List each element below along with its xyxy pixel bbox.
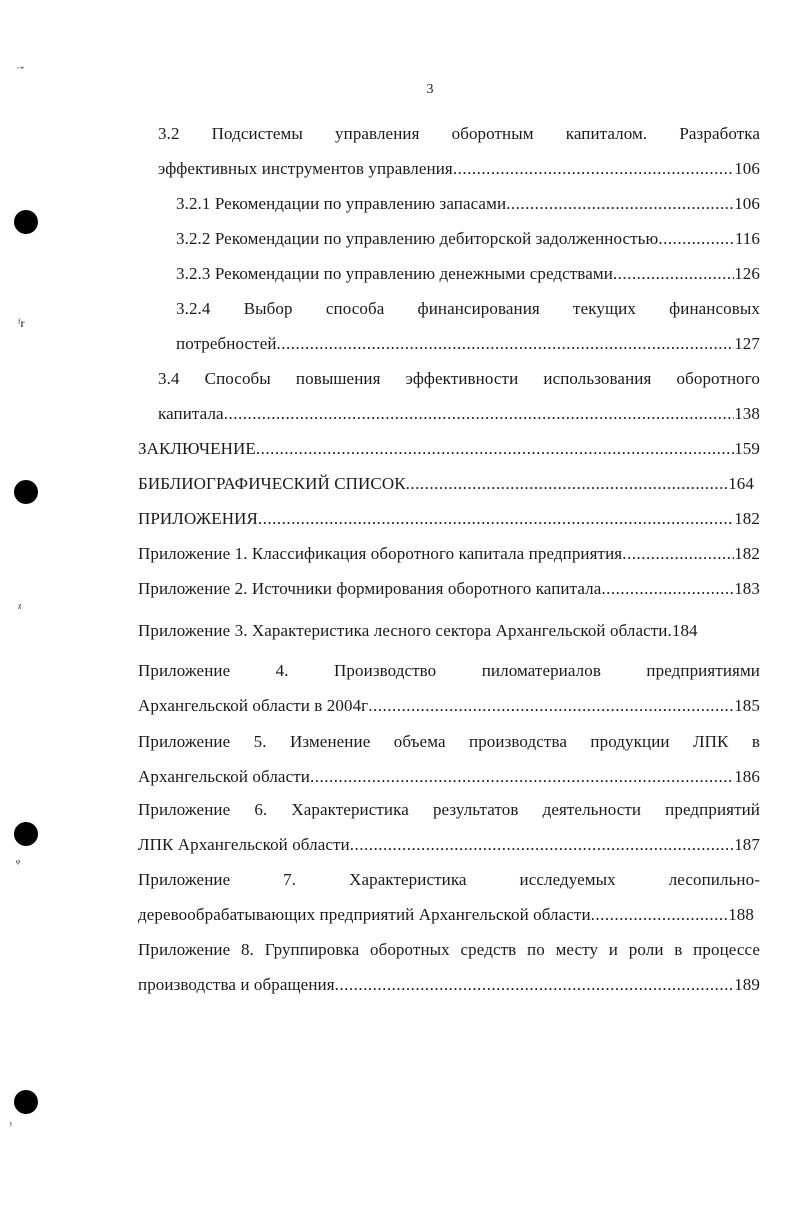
- toc-entry-appendix-8[interactable]: [138, 975, 760, 995]
- toc-title: ПРИЛОЖЕНИЯ: [138, 509, 258, 528]
- binding-hole: [14, 822, 38, 846]
- binding-hole: [14, 1090, 38, 1114]
- page-number: 3: [426, 82, 434, 97]
- dot-leader: [601, 579, 734, 599]
- toc-appendix-7-line1: Приложение 7. Характеристика исследуемых лесопильно-: [138, 870, 760, 889]
- toc-page: 106: [734, 159, 760, 178]
- toc-entry-appendix-5[interactable]: [138, 767, 760, 787]
- dot-leader: [258, 509, 734, 529]
- toc-appendix-4-line1: Приложение 4. Производство пиломатериалов предприятиями: [138, 661, 760, 680]
- toc-3-2-4-line1: 3.2.4 Выбор способа финансирования текущих финансовых: [176, 299, 760, 318]
- toc-title: ЛПК Архангельской области: [138, 835, 350, 854]
- dot-leader: [613, 264, 734, 284]
- dot-leader: [256, 439, 734, 459]
- toc-title: производства и обращения: [138, 975, 335, 994]
- toc-title: Приложение 3. Характеристика лесного сектора Архангельской области.: [138, 621, 672, 640]
- toc-title: 3.2.2 Рекомендации по управлению дебиторской задолженностью: [176, 229, 659, 248]
- toc-entry-appendix-1[interactable]: [138, 544, 760, 564]
- scan-mark: ᵠ: [16, 856, 21, 870]
- toc-entry-appendix-4[interactable]: [138, 696, 760, 716]
- dot-leader: [277, 334, 735, 354]
- toc-page: 106: [734, 194, 760, 213]
- toc-page: 183: [734, 579, 760, 598]
- toc-entry-conclusion[interactable]: [138, 439, 760, 459]
- toc-entry-3-2-3[interactable]: [176, 264, 760, 284]
- dot-leader: [368, 696, 734, 716]
- dot-leader: [453, 159, 734, 179]
- toc-entry-appendix-7[interactable]: [138, 905, 754, 925]
- toc-title: БИБЛИОГРАФИЧЕСКИЙ СПИСОК: [138, 474, 406, 493]
- dot-leader: [406, 474, 729, 494]
- dot-leader: [310, 767, 734, 787]
- toc-page: 159: [734, 439, 760, 458]
- toc-title: потребностей: [176, 334, 277, 353]
- toc-3-4-line1: 3.4 Способы повышения эффективности использования оборотного: [158, 369, 760, 388]
- toc-page: 187: [734, 835, 760, 854]
- toc-page: 138: [734, 404, 760, 423]
- toc-page: 126: [734, 264, 760, 283]
- toc-title: Архангельской области: [138, 767, 310, 786]
- toc-page: 127: [734, 334, 760, 353]
- dot-leader: [350, 835, 734, 855]
- toc-title: эффективных инструментов управления: [158, 159, 453, 178]
- toc-appendix-6-line1: Приложение 6. Характеристика результатов деятельности предприятий: [138, 800, 760, 819]
- toc-page: 186: [734, 767, 760, 786]
- toc-entry-appendices[interactable]: [138, 509, 760, 529]
- binding-hole: [14, 210, 38, 234]
- toc-title: 3.2.1 Рекомендации по управлению запасами: [176, 194, 507, 213]
- toc-page: 185: [734, 696, 760, 715]
- toc-title: 3.2.3 Рекомендации по управлению денежными средствами: [176, 264, 613, 283]
- dot-leader: [506, 194, 734, 214]
- toc-title: Приложение 2. Источники формирования оборотного капитала: [138, 579, 602, 598]
- dot-leader: [658, 229, 735, 249]
- toc-3-2-line1: 3.2 Подсистемы управления оборотным капиталом. Разработка: [158, 124, 760, 143]
- toc-page: 164: [728, 474, 754, 493]
- toc-appendix-5-line1: Приложение 5. Изменение объема производства продукции ЛПК в: [138, 732, 760, 751]
- dot-leader: [224, 404, 735, 424]
- toc-appendix-8-line1: Приложение 8. Группировка оборотных средств по месту и роли в процессе: [138, 940, 760, 959]
- toc-entry-3-2-1[interactable]: [176, 194, 760, 214]
- scan-mark: ˙ˇ: [16, 64, 24, 78]
- toc-entry-appendix-3[interactable]: [138, 621, 778, 641]
- toc-entry-3-2-4[interactable]: [176, 334, 760, 354]
- dot-leader: [335, 975, 735, 995]
- toc-title: Приложение 1. Классификация оборотного капитала предприятия: [138, 544, 623, 563]
- toc-entry-3-2[interactable]: [158, 159, 760, 179]
- toc-title: Архангельской области в 2004г: [138, 696, 369, 715]
- toc-page: 182: [734, 544, 760, 563]
- toc-title: деревообрабатывающих предприятий Архангельской области: [138, 905, 591, 924]
- toc-page: 182: [734, 509, 760, 528]
- toc-page: 184: [671, 621, 698, 640]
- toc-entry-appendix-6[interactable]: [138, 835, 760, 855]
- toc-title: ЗАКЛЮЧЕНИЕ: [138, 439, 256, 458]
- toc-entry-appendix-2[interactable]: [138, 579, 760, 599]
- scan-mark: ᵎ: [10, 1118, 12, 1132]
- toc-entry-3-4[interactable]: [158, 404, 760, 424]
- dot-leader: [622, 544, 734, 564]
- toc-page: 116: [734, 229, 760, 248]
- toc-title: капитала: [158, 404, 224, 423]
- toc-entry-bibliography[interactable]: [138, 474, 754, 494]
- binding-hole: [14, 480, 38, 504]
- toc-page: 189: [734, 975, 760, 994]
- scan-mark: ᵡ: [18, 600, 22, 614]
- scan-mark: ᶠr: [18, 316, 25, 330]
- dot-leader: [591, 905, 729, 925]
- toc-entry-3-2-2[interactable]: [176, 229, 760, 249]
- toc-page: 188: [728, 905, 754, 924]
